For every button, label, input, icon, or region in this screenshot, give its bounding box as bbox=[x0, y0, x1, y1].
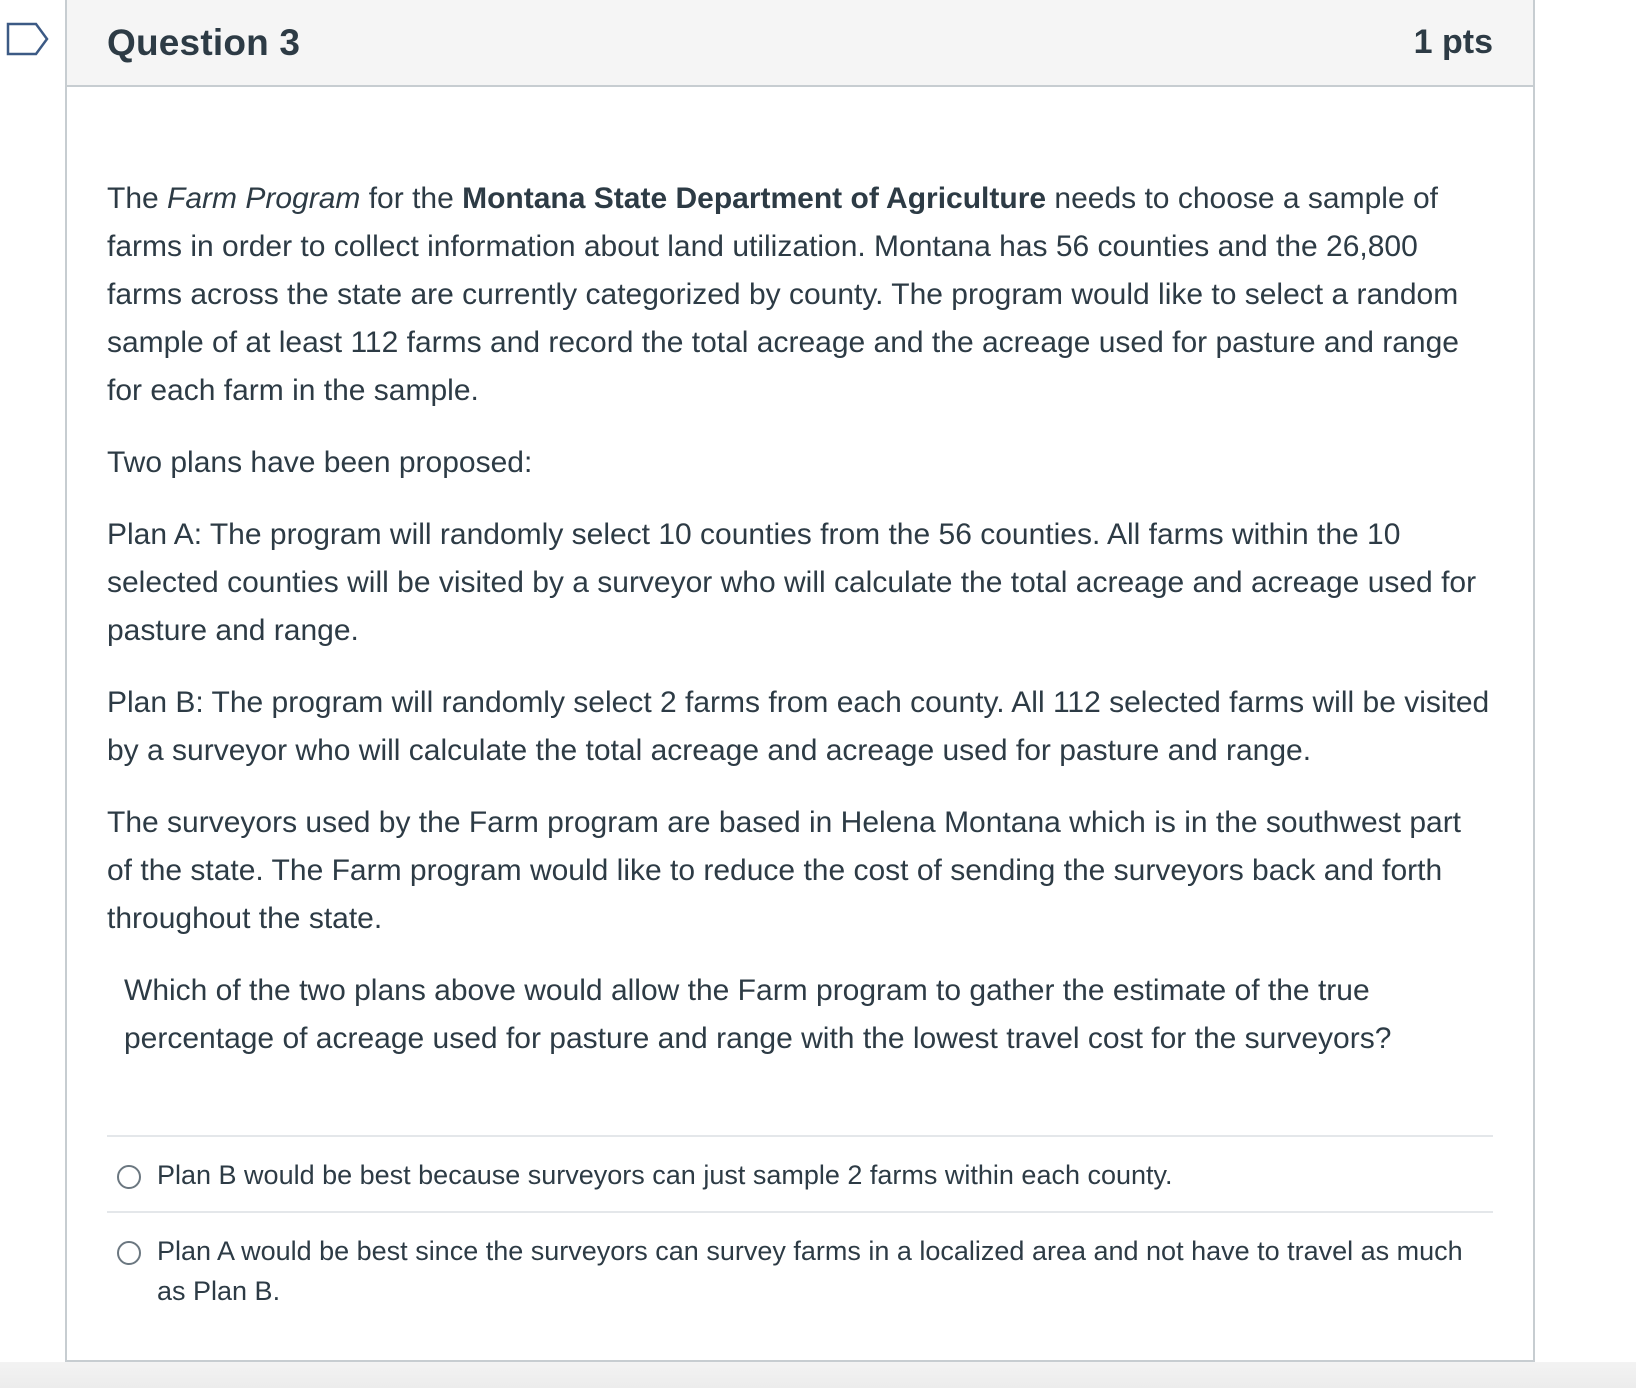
question-header bbox=[67, 0, 1533, 87]
question-card bbox=[65, 0, 1535, 1362]
answer-label-2: Plan A would be best since the surveyors can survey farms in a localized area and not have to travel as much as Plan B. bbox=[157, 1236, 1463, 1306]
answer-option-2[interactable] bbox=[107, 1213, 1493, 1327]
plans-intro-paragraph: Two plans have been proposed: bbox=[107, 446, 533, 479]
page-bottom-edge bbox=[0, 1362, 1636, 1388]
department-name: Montana State Department of Agriculture bbox=[462, 182, 1047, 215]
answer-list bbox=[107, 1135, 1493, 1327]
farm-program-emphasis: Farm Program bbox=[167, 182, 361, 215]
answer-radio-1[interactable] bbox=[117, 1165, 141, 1189]
question-text bbox=[67, 87, 1533, 1327]
question-title: Question 3 bbox=[107, 21, 301, 63]
answer-option-1[interactable] bbox=[107, 1137, 1493, 1213]
plan-b-paragraph: Plan B: The program will randomly select 2 farms from each county. All 112 selected farms will be visited by a surveyor who will calculate the total acreage and acreage used for pasture and range. bbox=[107, 686, 1490, 767]
bookmark-flag-icon[interactable] bbox=[6, 22, 50, 56]
question-points: 1 pts bbox=[1413, 23, 1493, 61]
surveyors-paragraph: The surveyors used by the Farm program are based in Helena Montana which is in the southwest part of the state. The Farm program would like to reduce the cost of sending the surveyors back and forth throughout the state. bbox=[107, 806, 1462, 935]
question-prompt: Which of the two plans above would allow the Farm program to gather the estimate of the true percentage of acreage used for pasture and range with the lowest travel cost for the surveyors? bbox=[124, 974, 1392, 1055]
answer-radio-2[interactable] bbox=[117, 1241, 141, 1265]
intro-paragraph: The Farm Program for the Montana State Department of Agriculture needs to choose a sample of farms in order to collect information about land utilization. Montana has 56 counties and the 26,800 farms across the state are currently categorized by county. The program would like to select a random sample of at least 112 farms and record the total acreage and the acreage used for pasture and range for each farm in the sample. bbox=[107, 182, 1459, 407]
plan-a-paragraph: Plan A: The program will randomly select 10 counties from the 56 counties. All farms within the 10 selected counties will be visited by a surveyor who will calculate the total acreage and acreage used for pasture and range. bbox=[107, 518, 1477, 647]
answer-label-1: Plan B would be best because surveyors can just sample 2 farms within each county. bbox=[157, 1160, 1173, 1190]
